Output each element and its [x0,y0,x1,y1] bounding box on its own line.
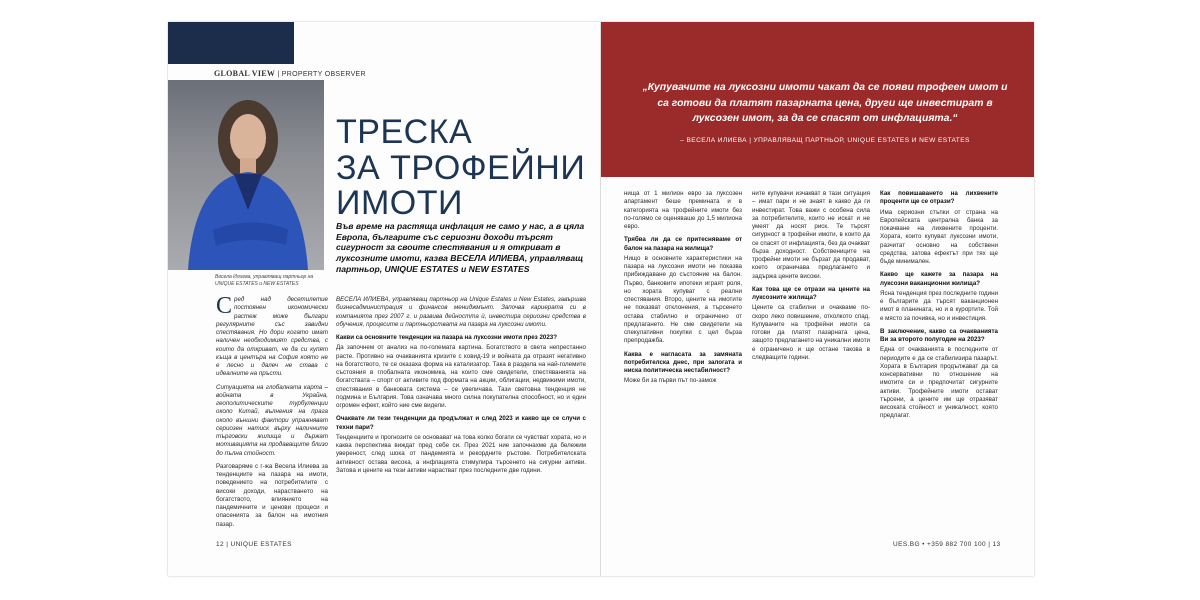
paragraph: ните купувачи изчакват в тази ситуация – имат пари и не знаят в какво да ги инвестират. Това важи с особена сила за потребителите, които не искат и не умеят да носят риск. Те търсят сигурност в трофейни имоти, в които да се спасят от инфлацията, без да очакват бърза доходност. Собствениците на трофейни имоти не бързат да продават, което ограничава предлагането и задържа цените високи. [752,190,871,280]
paragraph: Ситуацията на глобалната карта – войната в Украйна, геополитическите турбуленции около Китай, вълнения на прага около външни фактори упражняват сериозен натиск върху наличните търговски жилища и държат мотивацията на продаващите близо до пълна стойност. [216,383,328,457]
answer: Ясна тенденция през последните години е българите да търсят ваканционен имот в планината, но и в курортите. Той е място за почивка, но и инвестиция. [880,289,998,322]
question: В заключение, какво са очакванията Ви за второто полугодие на 2023? [880,327,998,343]
right-column-3 [880,190,998,426]
right-page-folio: UES.BG • +359 882 700 100 | 13 [893,541,1001,548]
title-line: ИМОТИ [336,184,463,223]
answer: Една от очакванията в последните от периодите е да се стабилизира пазарът. Хората в България продължават да са консервативни по отношение на имотите си и предпочитат сигурните активи. Трофейните имоти остават търсени, а цените им ще отразяват високата стойност и уникалност, която предлагат. [880,346,998,420]
portrait-illustration [168,80,324,270]
question: Какви са основните тенденции на пазара на луксозни имоти през 2023? [336,334,558,341]
kicker-separator: | [277,71,282,78]
magazine-spread [168,22,1034,576]
answer: Да започнем от анализ на по-големата картина. Богатството в света непрестанно расте. Противно на очакванията кризите с ковид-19 и войната да отразят негативно на богатството, те се оказаха форма на катализатор. Така в раздела на най-големите състояния в глобалната икономика, на които сме свидетели, спестяванията на богатствата – спорт от активите под формата на акции, облигации, недвижими имоти, спестявания в банковата система – се увеличава. Тази световна тенденция не подмина и България. Това означава много силна покупателна способност, но и един огромен ефект, който ние сме видели. [336,344,586,409]
pull-quote-block [601,22,1034,177]
article-lead: Във време на растяща инфлация не само у нас, а в цяла Европа, българите със сериозни доходи търсят сигурност за своите спестявания и я откриват в луксозните имоти, казва ВЕСЕЛА ИЛИЕВА, управляващ партньор, UNIQUE ESTATES и NEW ESTATES [336,221,585,274]
pull-quote-attribution: – ВЕСЕЛА ИЛИЕВА | УПРАВЛЯВАЩ ПАРТНЬОР, UNIQUE ESTATES И NEW ESTATES [680,137,970,144]
answer: Има сериозни стъпки от страна на Европейската централна банка за покачване на лихвените проценти. Хората, които купуват луксозни имоти, разчитат основно на собствени средства, затова ефектът при тях ще бъде минимален. [880,208,998,265]
answer: Нищо в основните характеристики на пазара на луксозни имоти не показва прибиждаване до състояние на балон. Първо, банковите ипотеки играят роля, но хората купуват с реални спестявания. Второ, цените на имотите не показват отклонения, а търсенето остава стабилно и ограничено от предлагането. Не сме свидетели на спекулативни покупки с цел бърза препродажба. [624,254,742,345]
left-column-2 [336,296,586,480]
question: Какво ще кажете за пазара на луксозни ваканционни жилища? [880,271,998,287]
paragraph-text: ред над десетилетие постоянен икономически растеж може българи регулярните със завидни спестявания. Но дори когато имат наличен необходимият средства, с които да откриват, че да си купят къща в центъра на София която не е лесно и далеч не става с идеалните на пръсти. [216,296,328,378]
answer: Може би за първи път по-замож [624,377,717,385]
paragraph: нища от 1 милион евро за луксозен апартамент беше премината и в категорията на трофейните имоти без по-голямо се оценяваше до 1,5 милиона евро. [624,190,742,230]
question: Трябва ли да се притесняваме от балон на пазара на жилища? [624,236,742,252]
answer: Цените са стабилни и очакваме по-скоро леко повишение, отколкото спад. Купувачите на трофейни имоти са готови да платят пазарната цена, защото предлагането на уникални имоти е ограничено и ще остане такова в следващите години. [752,304,870,361]
author-bio: ВЕСЕЛА ИЛИЕВА, управляващ партньор на Unique Estates и New Estates, завършва бизнесадминистрация и финансов мениджмънт. Започва кариерата си в компанията през 2007 г. и развива дейността ѝ, инвестира сериозни средства в обучения, процесите и партньорствата на пазара на луксозни имоти. [336,296,586,328]
paragraph: Разговаряме с г-жа Весела Илиева за тенденциите на пазара на имоти, поведението на потребителите с високи доходи, нарастването на богатството, влиянието на пандемичните и ценови процеси и опасенията за балон на имотния пазар. [216,462,328,528]
left-page-folio: 12 | UNIQUE ESTATES [216,541,292,548]
portrait-photo [168,80,324,270]
title-line: ЗА ТРОФЕЙНИ [336,148,586,187]
photo-caption: Весела Илиева, управляващ партньор на UNIQUE ESTATES и NEW ESTATES [215,274,314,287]
title-line: ТРЕСКА [336,113,473,151]
kicker-brand: GLOBAL VIEW [214,69,276,78]
question: Каква е нагласата за замяната потребителска днес, при залогата и ниска политическа нестабилност? [624,350,742,374]
paragraph [216,293,328,379]
neck-shape [240,158,256,174]
article-title [336,115,585,222]
answer: Тенденциите и прогнозите се основават на това колко богати се чувстват хората, но и каква перспектива виждат пред себе си. През 2021 ние започнахме да бележим увереност, след шока от пандемията и рекордните ръстове. Потребителската активност остава висока, а инфлацията стимулира търсенето на сигурни активи. Затова и цените на тези активи нарастват през последните две години. [336,433,586,474]
pull-quote: „Купувачите на луксозни имоти чакат да се появи трофеен имот и са готови да платят пазарната цена, други ще инвестират в луксозен имот, за да се спасят от инфлацията.“ [642,82,1008,125]
right-column-1 [624,190,742,391]
right-column-2 [752,190,870,367]
face-shape [230,114,266,162]
question: Как повишаването на лихвените проценти ще се отрази? [880,190,998,206]
kicker [214,69,366,78]
navy-header-block [168,22,294,64]
kicker-section: PROPERTY OBSERVER [281,71,366,78]
question: Как това ще се отрази на цените на луксозните жилища? [752,285,870,301]
drop-cap: С [216,293,233,319]
question: Очаквате ли тези тенденции да продължат и след 2023 и какво ще се случи с техни пари? [336,415,586,431]
left-column-1 [216,293,328,534]
